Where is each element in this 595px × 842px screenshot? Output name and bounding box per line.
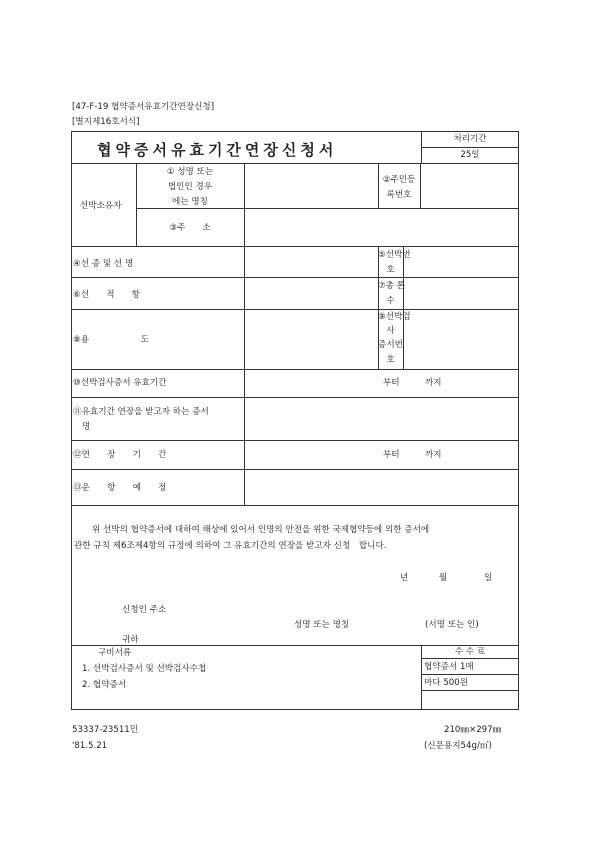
owner-reg-label-1: ②주민등: [382, 175, 416, 185]
inspection-cert-label-3: 증서번: [378, 340, 403, 350]
issue-date: '81.5.21: [72, 741, 108, 751]
ext-period-from: 부터: [383, 450, 400, 460]
paper-size: 210㎜×297㎜: [444, 725, 502, 735]
owner-name-label-2: 법인인 경우: [167, 182, 213, 192]
tonnage-label-1: ⑦총 톤: [378, 281, 406, 291]
form-code: [47-F-19 협약증서유효기간연장신청]: [72, 102, 215, 112]
ext-period-label: ⑫연 장 기 간: [73, 450, 167, 460]
date-year: 년: [400, 573, 409, 583]
tonnage-label-2: 수: [386, 296, 395, 306]
cert-validity-until: 까지: [425, 378, 442, 388]
document-item-2: 2. 협약증서: [82, 680, 127, 690]
ext-cert-name-label-1: ⑪유효기간 연장을 받고자 하는 증서: [73, 407, 209, 417]
paper-type: (신문용지54g/㎡): [424, 741, 492, 751]
home-port-label: ⑥선 적 항: [73, 290, 140, 300]
sign-or-seal-label: (서명 또는 인): [425, 620, 479, 630]
declaration-line-1: 위 선박의 협약증서에 대하여 해상에 있어서 인명의 안전을 위한 국제협약등에 의한 증서에: [92, 525, 430, 535]
form-title: 협약증서유효기간연장신청서: [97, 141, 338, 159]
ext-period-until: 까지: [425, 450, 442, 460]
ship-type-name-label: ④선 종 및 선 명: [73, 259, 134, 269]
inspection-cert-label-4: 호: [386, 355, 395, 365]
ext-cert-name-label-2: 명: [82, 422, 91, 432]
date-month: 월: [439, 573, 448, 583]
processing-period-label: 처리기간: [453, 134, 487, 144]
addressee-label: 귀하: [122, 635, 139, 645]
cert-validity-from: 부터: [383, 378, 400, 388]
fee-line-2: 마다 500원: [424, 678, 469, 688]
owner-section-label: 선박소유자: [80, 201, 122, 211]
ship-number-label-1: ⑤선박번: [378, 250, 411, 260]
attachment-label: [별지제16호서식]: [72, 117, 140, 127]
fee-line-1: 협약증서 1매: [424, 662, 474, 672]
date-day: 일: [484, 573, 493, 583]
processing-period-value: 25일: [460, 150, 480, 160]
fee-header: 수 수 료: [454, 647, 486, 657]
name-or-title-label: 성명 또는 명칭: [294, 620, 350, 630]
owner-address-label: ③주 소: [169, 223, 211, 233]
voyage-plan-label: ⑬운 항 예 정: [73, 483, 167, 493]
declaration-line-2: 관한 규칙 제6조제4항의 규정에 의하여 그 유효기간의 연장을 받고자 신청 합니다.: [74, 541, 387, 551]
inspection-cert-label-1: ⑨선박검: [378, 312, 411, 322]
document-item-1: 1. 선박검사증서 및 선박검사수첩: [82, 664, 207, 674]
inspection-cert-label-2: 사: [386, 326, 395, 336]
ship-number-label-2: 호: [386, 265, 395, 275]
cert-validity-label: ⑩선박검사증서 유효기간: [73, 378, 167, 388]
applicant-address-label: 신청인 주소: [122, 605, 167, 615]
use-label: ⑧용 도: [73, 335, 149, 345]
owner-reg-label-2: 록번호: [386, 190, 412, 200]
documents-header: 구비서류: [98, 648, 132, 658]
print-code: 53337-23511민: [72, 725, 139, 735]
owner-name-label-1: ① 성명 또는: [166, 167, 214, 177]
owner-name-label-3: 에는 명칭: [172, 197, 208, 207]
